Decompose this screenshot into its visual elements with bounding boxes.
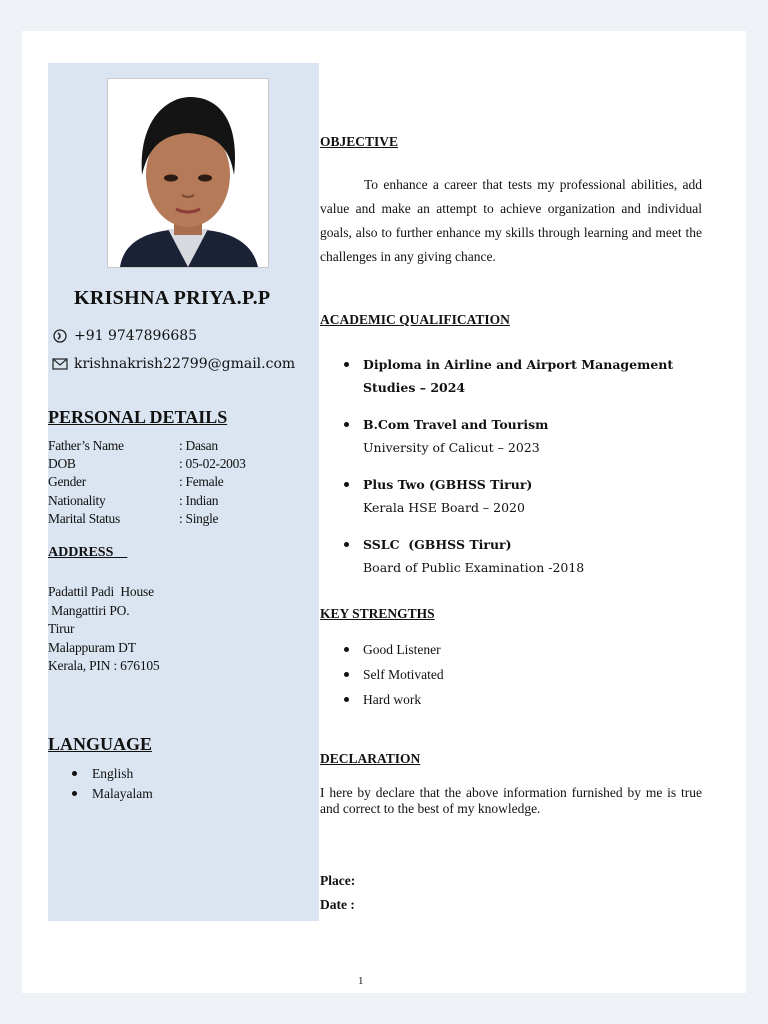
phone-icon (52, 329, 68, 343)
language-list (92, 764, 153, 804)
detail-value: : Dasan (179, 438, 218, 453)
detail-row (48, 492, 246, 510)
email-address: krishnakrish22799@gmail.com (74, 356, 296, 372)
personal-details-heading: PERSONAL DETAILS (48, 407, 228, 427)
page-number: 1 (358, 975, 364, 987)
declaration-heading: DECLARATION (320, 751, 421, 766)
strengths-list (363, 637, 444, 712)
resume-page (22, 31, 746, 993)
detail-row (48, 510, 246, 528)
address-line: Tirur (48, 621, 75, 637)
list-item: English (92, 764, 153, 784)
address-line: Mangattiri PO. (48, 602, 130, 618)
strengths-heading: KEY STRENGTHS (320, 606, 435, 621)
qualification-title: B.Com Travel and Tourism (363, 417, 549, 432)
qualification-board: University of Calicut – 2023 (363, 440, 540, 455)
detail-label: Marital Status (48, 510, 120, 526)
list-item: Good Listener (363, 637, 444, 662)
detail-label: Gender (48, 474, 86, 490)
email-contact (52, 356, 295, 372)
list-item: Hard work (363, 687, 444, 712)
list-item (363, 353, 683, 399)
profile-photo (107, 78, 269, 268)
address-line: Malappuram DT (48, 639, 136, 655)
phone-number: +91 9747896685 (74, 328, 198, 344)
detail-value: : Female (179, 474, 224, 490)
academic-heading: ACADEMIC QUALIFICATION (320, 312, 510, 327)
place-label: Place: (320, 873, 356, 888)
detail-row (48, 455, 246, 473)
personal-details-table (48, 437, 246, 528)
detail-value: : Single (179, 510, 219, 526)
qualification-title: Plus Two (GBHSS Tirur) (363, 477, 533, 492)
list-item (363, 533, 683, 579)
profile-photo-image (108, 79, 268, 267)
qualification-title: SSLC (GBHSS Tirur) (363, 537, 512, 552)
phone-contact (52, 328, 197, 344)
list-item: Malayalam (92, 784, 153, 804)
address-line: Kerala, PIN : 676105 (48, 658, 160, 674)
language-heading: LANGUAGE (48, 734, 153, 754)
address-line: Padattil Padi House (48, 584, 154, 599)
list-item: Self Motivated (363, 662, 444, 687)
detail-value: : 05-02-2003 (179, 456, 246, 472)
detail-label: Nationality (48, 492, 106, 508)
objective-text: To enhance a career that tests my professional abilities, add value and make an attempt to achieve organization and individual goals, also to further enhance my skills through learning and meet the challenges in any giving chance. (320, 177, 702, 264)
qualification-board: Board of Public Examination -2018 (363, 560, 585, 575)
detail-row (48, 473, 246, 491)
detail-label: DOB (48, 456, 76, 472)
objective-heading: OBJECTIVE (320, 134, 399, 149)
declaration-text: I here by declare that the above information furnished by me is true and correct to the best of my knowledge. (320, 785, 702, 816)
date-label: Date : (320, 897, 355, 912)
qualification-title: Diploma in Airline and Airport Management Studies – 2024 (363, 357, 674, 395)
list-item (363, 413, 683, 459)
address-heading-text: ADDRESS (48, 545, 114, 560)
detail-row (48, 437, 246, 455)
qualification-board: Kerala HSE Board – 2020 (363, 500, 525, 515)
list-item (363, 473, 683, 519)
detail-label: Father’s Name (48, 438, 124, 453)
detail-value: : Indian (179, 492, 219, 508)
address-heading (48, 545, 127, 561)
academic-list (363, 353, 683, 593)
envelope-icon (52, 357, 68, 371)
candidate-name: KRISHNA PRIYA.P.P (74, 287, 271, 309)
address-block (48, 583, 159, 676)
